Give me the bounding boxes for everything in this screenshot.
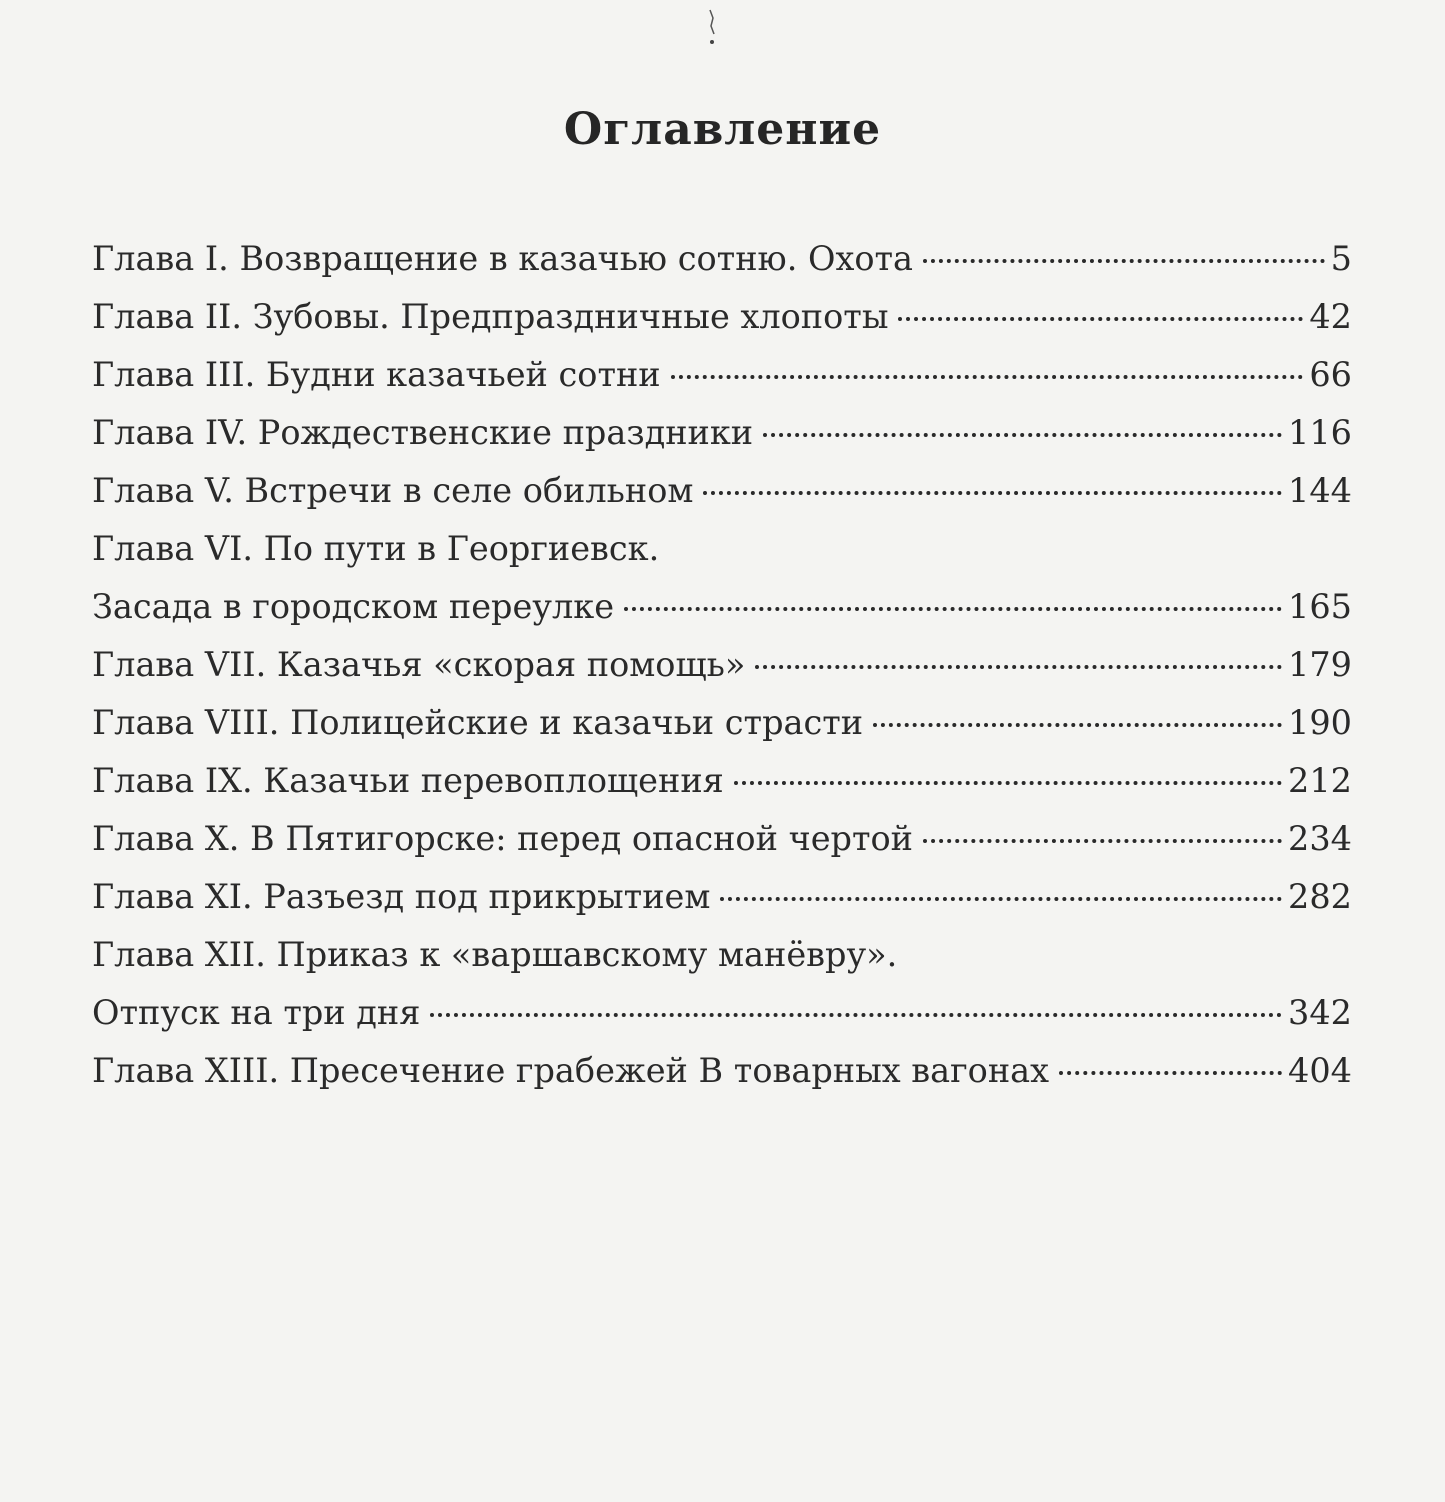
toc-entry-page: 116 (1288, 413, 1352, 452)
toc-entry (92, 462, 1352, 520)
toc-entry-label: Глава VII. Казачья «скорая помощь» (92, 645, 746, 684)
toc-entry-page: 234 (1288, 819, 1352, 858)
toc-entry-label: Глава VIII. Полицейские и казачьи страсти (92, 703, 864, 742)
dot-leader (624, 607, 1282, 611)
toc-entry-label: Отпуск на три дня (92, 993, 421, 1032)
toc-entry (92, 636, 1352, 694)
toc-entry-label: Глава VI. По пути в Георгиевск. (92, 529, 660, 568)
toc-entry-page: 42 (1309, 297, 1352, 336)
toc-entry (92, 288, 1352, 346)
toc-entry-label: Глава XIII. Пресечение грабежей В товарных вагонах (92, 1051, 1050, 1090)
dot-leader (923, 259, 1325, 263)
toc-entry-page: 144 (1288, 471, 1352, 510)
toc-entry (92, 810, 1352, 868)
toc-entry (92, 230, 1352, 288)
toc-entry-page: 190 (1288, 703, 1352, 742)
toc-entry (92, 520, 1352, 578)
toc-title: Оглавление (563, 104, 882, 155)
toc-entry (92, 346, 1352, 404)
toc-entry-label: Глава III. Будни казачьей сотни (92, 355, 661, 394)
toc-entry-label: Глава XI. Разъезд под прикрытием (92, 877, 711, 916)
dot-leader (703, 491, 1282, 495)
dot-leader (734, 781, 1282, 785)
toc-entry (92, 578, 1352, 636)
toc-entry-label: Засада в городском переулке (92, 587, 615, 626)
dot-leader (898, 317, 1303, 321)
toc-entry-label: Глава XII. Приказ к «варшавскому манёвру». (92, 935, 898, 974)
dot-leader (923, 839, 1282, 843)
toc-entry-label: Глава V. Встречи в селе обильном (92, 471, 694, 510)
toc-entry-page: 282 (1288, 877, 1352, 916)
toc-entry-label: Глава X. В Пятигорске: перед опасной чертой (92, 819, 914, 858)
toc-list (92, 230, 1352, 1100)
toc-entry-page: 5 (1330, 239, 1352, 278)
dot-leader (720, 897, 1282, 901)
toc-entry-page: 179 (1288, 645, 1352, 684)
toc-entry-label: Глава IX. Казачьи перевоплощения (92, 761, 724, 800)
toc-entry-page: 342 (1288, 993, 1352, 1032)
dot-leader (1059, 1071, 1282, 1075)
toc-entry (92, 694, 1352, 752)
toc-entry-page: 212 (1288, 761, 1352, 800)
dot-leader (873, 723, 1282, 727)
dot-leader (430, 1013, 1282, 1017)
ink-speck (704, 8, 720, 48)
toc-entry (92, 1042, 1352, 1100)
toc-entry-page: 165 (1288, 587, 1352, 626)
toc-entry-label: Глава I. Возвращение в казачью сотню. Охота (92, 239, 914, 278)
toc-entry-page: 404 (1288, 1051, 1352, 1090)
dot-leader (755, 665, 1282, 669)
toc-entry-page: 66 (1309, 355, 1352, 394)
dot-leader (671, 375, 1304, 379)
toc-entry (92, 984, 1352, 1042)
dot-leader (763, 433, 1282, 437)
toc-entry-label: Глава II. Зубовы. Предпраздничные хлопоты (92, 297, 889, 336)
toc-entry (92, 926, 1352, 984)
toc-entry (92, 868, 1352, 926)
toc-entry-label: Глава IV. Рождественские праздники (92, 413, 754, 452)
toc-entry (92, 404, 1352, 462)
toc-entry (92, 752, 1352, 810)
